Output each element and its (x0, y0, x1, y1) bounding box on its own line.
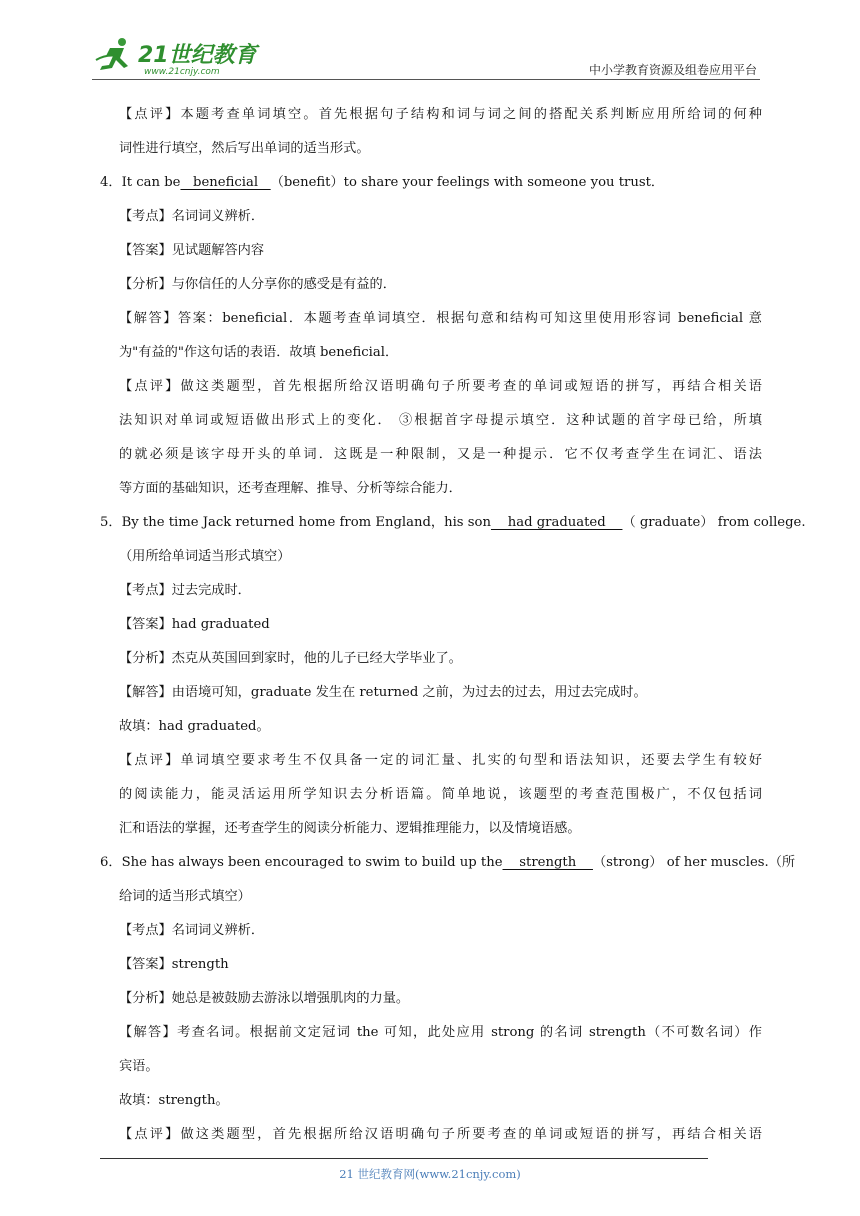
line-text: 的阅读能力，能灵活运用所学知识去分析语篇。简单地说，该题型的考查范围极广，不仅包括词 (119, 787, 762, 802)
line-text: 故填：had graduated。 (119, 719, 270, 734)
text-line (100, 608, 762, 642)
svg-text:21世纪教育: 21世纪教育 (138, 43, 257, 68)
line-text: 的就必须是该字母开头的单词．这既是一种限制，又是一种提示．它不仅考查学生在词汇、语法 (119, 447, 762, 462)
page-header (0, 0, 860, 90)
logo-graphic (92, 36, 262, 80)
text-line (100, 472, 762, 506)
line-text: 【点评】本题考查单词填空。首先根据句子结构和词与词之间的搭配关系判断应用所给词的何种 (119, 107, 762, 122)
text-line (100, 744, 762, 778)
text-line (100, 710, 762, 744)
line-text: 【点评】单词填空要求考生不仅具备一定的词汇量、扎实的句型和语法知识，还要去学生有较好 (119, 753, 762, 768)
line-text: 6．She has always been encouraged to swim to build up the (100, 855, 503, 870)
line-text: 给词的适当形式填空） (119, 889, 251, 904)
line-text: 词性进行填空，然后写出单词的适当形式。 (119, 141, 370, 156)
line-text: 故填：strength。 (119, 1093, 229, 1108)
text-line (100, 98, 762, 132)
text-line (100, 1084, 762, 1118)
text-line (100, 1118, 762, 1152)
line-text: 【考点】名词词义辨析． (119, 923, 265, 938)
line-text: 【答案】见试题解答内容 (119, 243, 265, 258)
line-text: 【点评】做这类题型，首先根据所给汉语明确句子所要考查的单词或短语的拼写，再结合相关语 (119, 379, 762, 394)
question-line (100, 846, 796, 880)
line-text: 汇和语法的掌握，还考查学生的阅读分析能力、逻辑推理能力，以及情境语感。 (119, 821, 581, 836)
text-line (100, 540, 762, 574)
line-text-after: （ graduate） from college. (622, 515, 806, 530)
text-line (100, 676, 762, 710)
text-line (100, 948, 762, 982)
line-text: 【解答】由语境可知，graduate 发生在 returned 之前，为过去的过去，用过去完成时。 (119, 685, 647, 700)
line-text: 【考点】过去完成时． (119, 583, 251, 598)
line-text: 法知识对单词或短语做出形式上的变化． ③根据首字母提示填空．这种试题的首字母已给，所填 (119, 413, 762, 428)
footer-divider (100, 1158, 708, 1159)
answer-blank: strength (502, 855, 593, 870)
line-text: 【分析】她总是被鼓励去游泳以增强肌肉的力量。 (119, 991, 410, 1006)
text-line (100, 200, 762, 234)
text-line (100, 234, 762, 268)
line-text: 5．By the time Jack returned home from England，his son (100, 515, 491, 530)
line-text-after: （strong） of her muscles.（所 (592, 855, 796, 870)
text-line (100, 778, 762, 812)
text-line (100, 1016, 762, 1050)
line-text: 【分析】与你信任的人分享你的感受是有益的． (119, 277, 396, 292)
line-text: 宾语。 (119, 1059, 159, 1074)
text-line (100, 336, 762, 370)
line-text: 等方面的基础知识，还考查理解、推导、分析等综合能力． (119, 481, 462, 496)
line-text: 【解答】答案：beneficial．本题考查单词填空．根据句意和结构可知这里使用形容词 beneficial 意 (119, 311, 762, 326)
line-text: 【分析】杰克从英国回到家时，他的儿子已经大学毕业了。 (119, 651, 462, 666)
site-logo[interactable] (92, 36, 262, 80)
text-line (100, 370, 762, 404)
line-text-after: （benefit）to share your feelings with someone you trust． (270, 175, 665, 190)
text-line (100, 574, 762, 608)
line-text: 【点评】做这类题型，首先根据所给汉语明确句子所要考查的单词或短语的拼写，再结合相关语 (119, 1127, 762, 1142)
question-line (100, 166, 762, 200)
text-line (100, 812, 762, 846)
text-line (100, 268, 762, 302)
text-line (100, 642, 762, 676)
text-line (100, 914, 762, 948)
text-line (100, 880, 762, 914)
line-text: 4．It can be (100, 175, 181, 190)
platform-name: 中小学教育资源及组卷应用平台 (588, 63, 757, 77)
text-line (100, 404, 762, 438)
footer-text[interactable]: 21 世纪教育网(www.21cnjy.com) (339, 1167, 521, 1181)
line-text: 【考点】名词词义辨析． (119, 209, 265, 224)
header-divider (92, 79, 760, 80)
text-line (100, 982, 762, 1016)
text-line (100, 1050, 762, 1084)
question-line (100, 506, 806, 540)
line-text: （用所给单词适当形式填空） (119, 549, 291, 564)
text-line (100, 132, 762, 166)
text-line (100, 438, 762, 472)
text-line (100, 302, 762, 336)
line-text: 为"有益的"作这句话的表语．故填 beneficial． (119, 345, 399, 360)
document-body (100, 98, 806, 1152)
line-text: 【解答】考查名词。根据前文定冠词 the 可知，此处应用 strong 的名词 strength（不可数名词）作 (119, 1025, 762, 1040)
line-text: 【答案】strength (119, 957, 229, 972)
svg-text:www.21cnjy.com: www.21cnjy.com (144, 67, 220, 77)
line-text: 【答案】had graduated (119, 617, 270, 632)
answer-blank: beneficial (180, 175, 271, 190)
runner-icon (96, 38, 128, 70)
answer-blank: had graduated (490, 515, 623, 530)
